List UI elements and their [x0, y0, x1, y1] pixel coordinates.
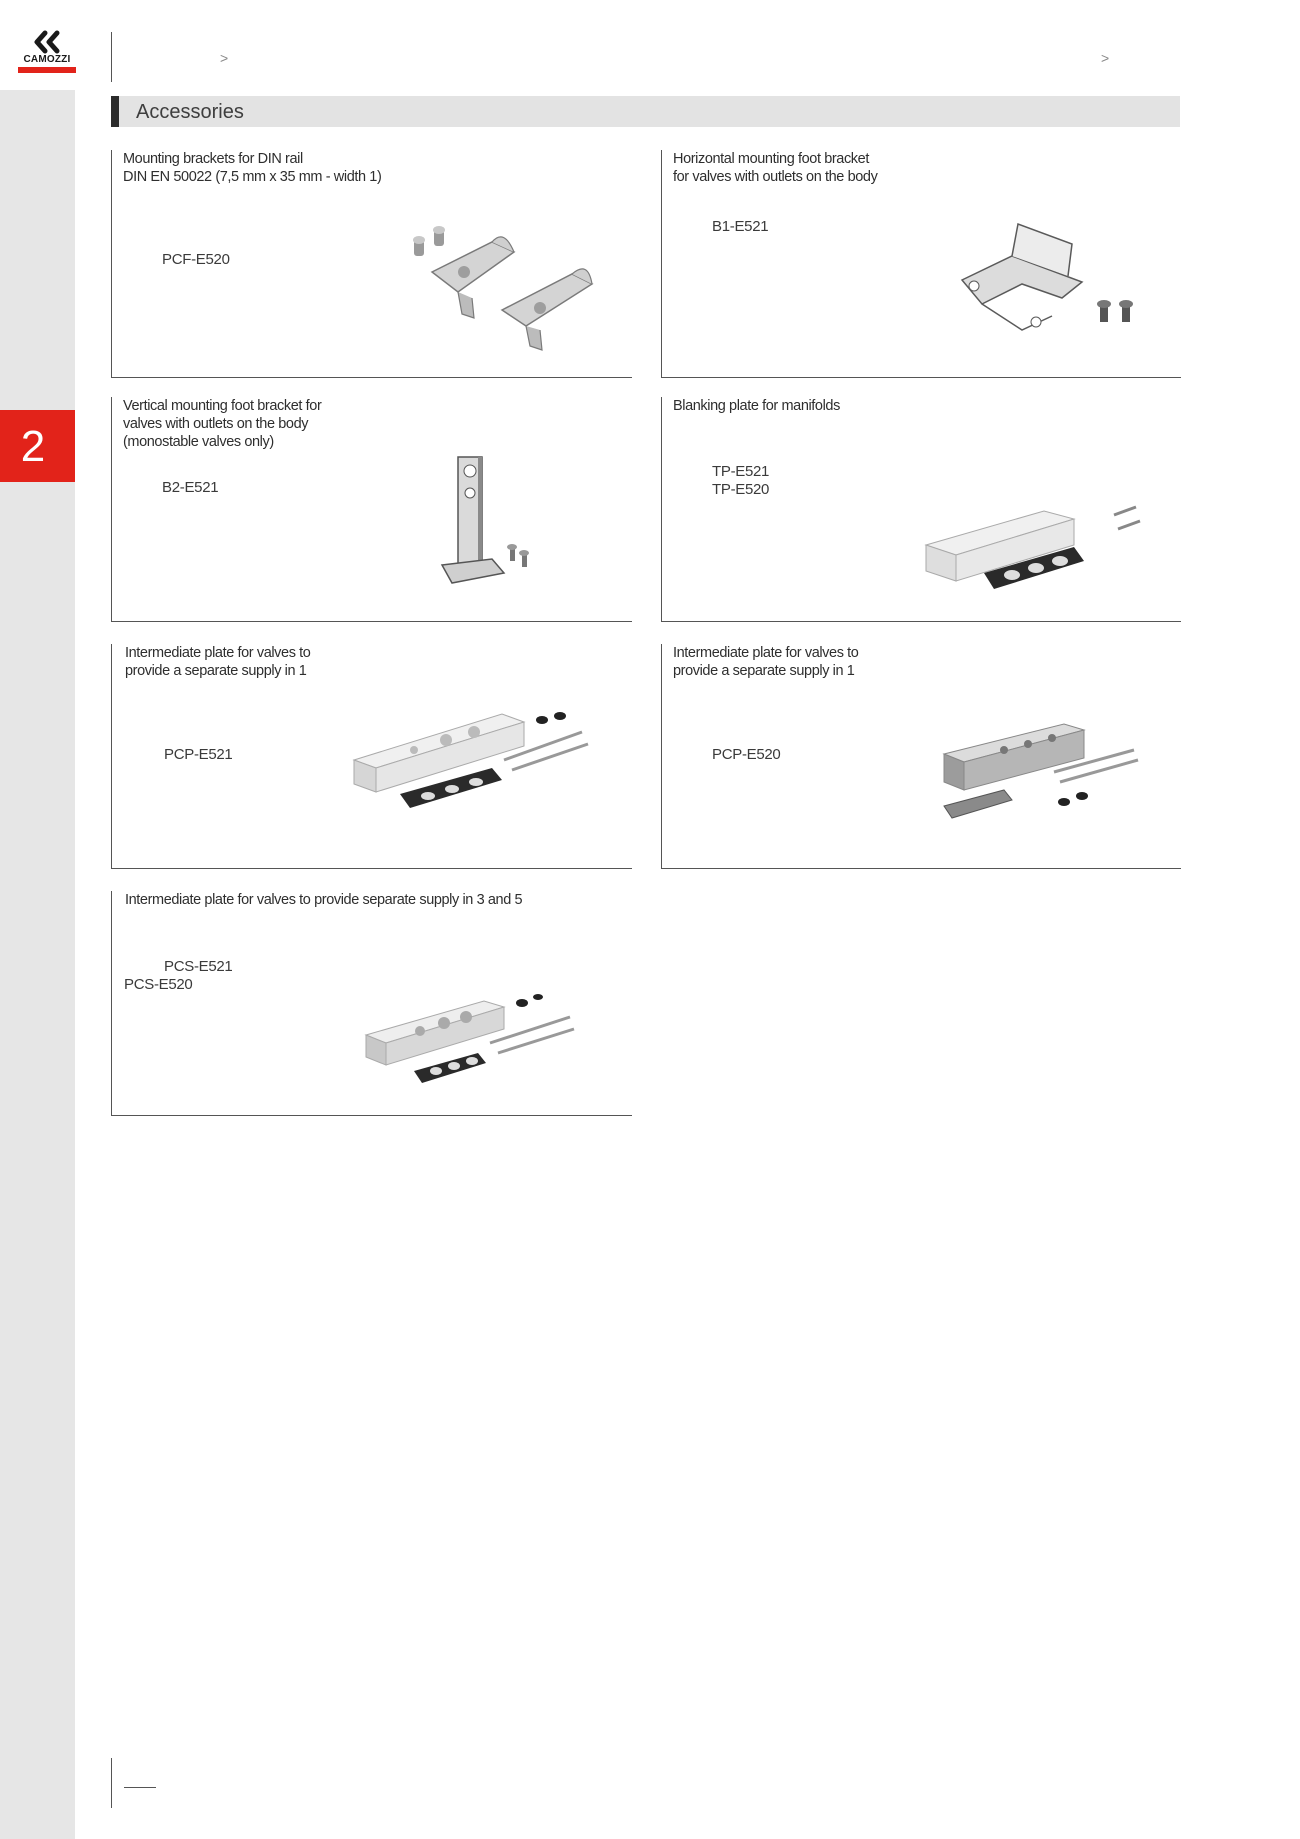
intermediate-plate-image [924, 710, 1154, 830]
accessory-card-intermediate-plate [111, 644, 632, 869]
product-code: B2-E521 [162, 479, 219, 496]
breadcrumb-separator[interactable]: > [1101, 50, 1110, 66]
section-accent [111, 96, 119, 127]
accessory-card-din-rail [111, 150, 632, 378]
logo-red-bar [18, 67, 76, 73]
section-header [111, 96, 1180, 127]
header-divider [111, 32, 112, 82]
accessory-description: Mounting brackets for DIN rail DIN EN 50022 (7,5 mm x 35 mm - width 1) [123, 151, 382, 185]
chapter-number: 2 [20, 422, 46, 471]
separate-supply-plate-image [364, 991, 594, 1091]
accessory-description: Intermediate plate for valves to provide a separate supply in 1 [673, 645, 859, 679]
horizontal-foot-bracket-image [952, 220, 1162, 350]
product-code: TP-E521 TP-E520 [712, 463, 770, 498]
accessory-description: Blanking plate for manifolds [673, 398, 840, 414]
accessory-card-separate-supply-plate [111, 891, 632, 1116]
product-code: PCS-E521 [164, 958, 233, 975]
product-code: PCP-E521 [164, 746, 233, 763]
side-margin [0, 90, 75, 1839]
camozzi-logo [18, 30, 76, 75]
product-code: PCF-E520 [162, 251, 230, 268]
accessory-card-horizontal-bracket [661, 150, 1181, 378]
logo-mark-icon [32, 30, 62, 54]
intermediate-plate-image [352, 706, 592, 816]
section-title: Accessories [136, 101, 244, 123]
accessory-card-intermediate-plate [661, 644, 1181, 869]
product-code: PCP-E520 [712, 746, 781, 763]
chapter-tab[interactable] [0, 410, 75, 482]
product-code: B1-E521 [712, 218, 769, 235]
accessory-description: Horizontal mounting foot bracket for valves with outlets on the body [673, 151, 878, 185]
breadcrumb-separator[interactable]: > [220, 50, 229, 66]
blanking-plate-image [924, 497, 1154, 597]
accessory-description: Intermediate plate for valves to provide separate supply in 3 and 5 [125, 892, 523, 908]
accessory-card-blanking-plate [661, 397, 1181, 622]
product-code: PCS-E520 [124, 976, 193, 993]
vertical-foot-bracket-image [422, 455, 552, 595]
logo-text: CAMOZZI [23, 54, 71, 65]
accessory-description: Intermediate plate for valves to provide a separate supply in 1 [125, 645, 311, 679]
accessory-description: Vertical mounting foot bracket for valves with outlets on the body (monostable valves only) [123, 398, 322, 450]
footer-divider [111, 1758, 112, 1808]
accessory-card-vertical-bracket [111, 397, 632, 622]
footer-dash [124, 1787, 156, 1788]
din-rail-brackets-image [402, 222, 622, 362]
